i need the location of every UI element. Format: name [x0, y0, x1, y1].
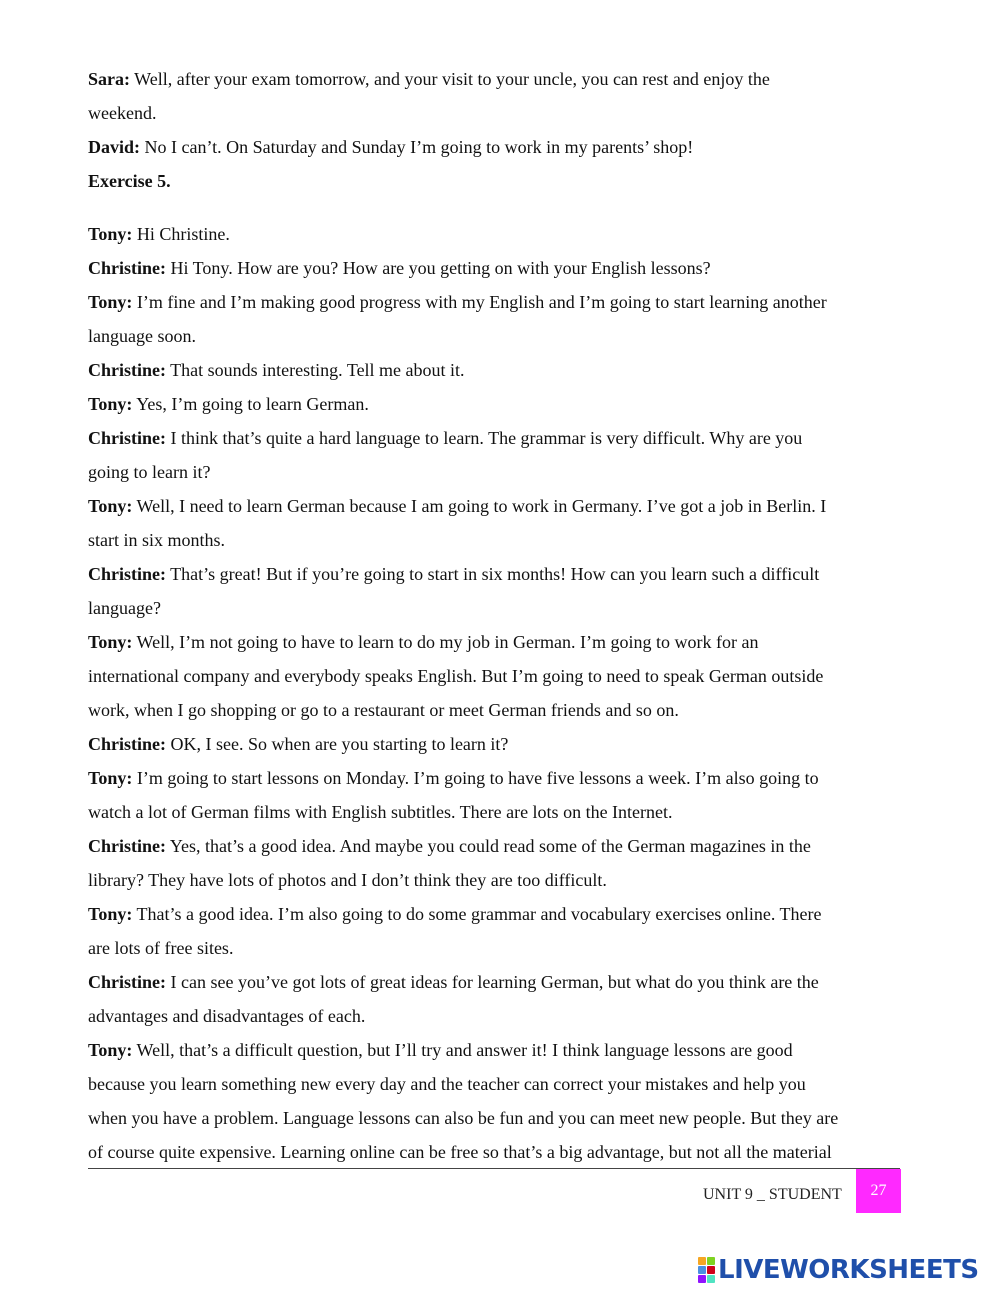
page-number-badge [856, 1169, 901, 1213]
logo-tile [707, 1275, 715, 1283]
dialogue-text-segment: library? They have lots of photos and I don’t think they are too difficult. [88, 870, 607, 890]
dialogue-text-segment: Hi Christine. [132, 224, 230, 244]
logo-tile [698, 1266, 706, 1274]
dialogue-line [88, 557, 908, 591]
dialogue-text-segment: Yes, that’s a good idea. And maybe you could read some of the German magazines in the [166, 836, 811, 856]
dialogue-text-segment: That’s great! But if you’re going to start in six months! How can you learn such a difficult [166, 564, 820, 584]
dialogue-text-segment: I think that’s quite a hard language to learn. The grammar is very difficult. Why are you [166, 428, 803, 448]
dialogue-line [88, 285, 908, 319]
dialogue-line [88, 421, 908, 455]
dialogue-line [88, 693, 908, 727]
speaker-name: Tony: [88, 292, 133, 312]
dialogue-text-segment: Well, after your exam tomorrow, and your visit to your uncle, you can rest and enjoy the [130, 69, 770, 89]
dialogue-line [88, 455, 908, 489]
dialogue-text-segment: No I can’t. On Saturday and Sunday I’m going to work in my parents’ shop! [140, 137, 694, 157]
speaker-name: Tony: [88, 904, 133, 924]
dialogue-line [88, 625, 908, 659]
dialogue-line [88, 999, 908, 1033]
dialogue-text-segment: language soon. [88, 326, 196, 346]
speaker-name: Tony: [88, 224, 133, 244]
speaker-name: Christine: [88, 836, 166, 856]
dialogue-line [88, 829, 908, 863]
dialogue-text-segment: because you learn something new every day and the teacher can correct your mistakes and help you [88, 1074, 806, 1094]
dialogue-text-segment: when you have a problem. Language lessons can also be fun and you can meet new people. But they are [88, 1108, 839, 1128]
dialogue-text-segment: watch a lot of German films with English subtitles. There are lots on the Internet. [88, 802, 673, 822]
dialogue-text [88, 62, 908, 1169]
dialogue-text-segment: of course quite expensive. Learning online can be free so that’s a big advantage, but not all the material [88, 1142, 832, 1162]
dialogue-text-segment: Well, I need to learn German because I am going to work in Germany. I’ve got a job in Berlin. I [132, 496, 827, 516]
speaker-name: Christine: [88, 564, 166, 584]
dialogue-text-segment: That sounds interesting. Tell me about it. [166, 360, 465, 380]
liveworksheets-icon [698, 1257, 715, 1283]
speaker-name: Christine: [88, 734, 166, 754]
speaker-name: Christine: [88, 258, 166, 278]
dialogue-text-segment: Well, that’s a difficult question, but I’ll try and answer it! I think language lessons are good [132, 1040, 793, 1060]
dialogue-line [88, 251, 908, 285]
dialogue-text-segment: OK, I see. So when are you starting to learn it? [166, 734, 509, 754]
dialogue-line [88, 931, 908, 965]
liveworksheets-logo [698, 1253, 979, 1287]
dialogue-text-segment: Well, I’m not going to have to learn to do my job in German. I’m going to work for an [132, 632, 759, 652]
dialogue-line [88, 591, 908, 625]
dialogue-line [88, 96, 908, 130]
logo-tile [707, 1257, 715, 1265]
logo-tile [698, 1275, 706, 1283]
dialogue-line [88, 761, 908, 795]
dialogue-text-segment: I’m going to start lessons on Monday. I’m going to have five lessons a week. I’m also going to [132, 768, 819, 788]
dialogue-line [88, 659, 908, 693]
dialogue-line [88, 319, 908, 353]
speaker-name: Tony: [88, 1040, 133, 1060]
footer-divider [88, 1168, 900, 1169]
dialogue-text-segment: are lots of free sites. [88, 938, 234, 958]
dialogue-line [88, 863, 908, 897]
dialogue-line [88, 489, 908, 523]
speaker-name: Tony: [88, 496, 133, 516]
dialogue-line [88, 62, 908, 96]
dialogue-text-segment: Yes, I’m going to learn German. [132, 394, 369, 414]
speaker-name: Christine: [88, 972, 166, 992]
dialogue-line [88, 1033, 908, 1067]
speaker-name: Sara: [88, 69, 130, 89]
dialogue-text-segment: advantages and disadvantages of each. [88, 1006, 366, 1026]
dialogue-line [88, 1135, 908, 1169]
brand-name: LIVEWORKSHEETS [718, 1255, 979, 1285]
dialogue-line [88, 897, 908, 931]
dialogue-line [88, 1101, 908, 1135]
dialogue-line [88, 965, 908, 999]
speaker-name: David: [88, 137, 141, 157]
dialogue-text-segment: international company and everybody speaks English. But I’m going to need to speak German outside [88, 666, 824, 686]
dialogue-line [88, 795, 908, 829]
dialogue-text-segment: work, when I go shopping or go to a restaurant or meet German friends and so on. [88, 700, 679, 720]
dialogue-line [88, 130, 908, 164]
speaker-name: Tony: [88, 768, 133, 788]
logo-tile [698, 1257, 706, 1265]
dialogue-text-segment: language? [88, 598, 161, 618]
dialogue-line [88, 353, 908, 387]
speaker-name: Christine: [88, 428, 166, 448]
dialogue-text-segment: Hi Tony. How are you? How are you getting on with your English lessons? [166, 258, 711, 278]
dialogue-text-segment: I can see you’ve got lots of great ideas for learning German, but what do you think are the [166, 972, 819, 992]
paragraph-gap [88, 198, 908, 217]
dialogue-line [88, 387, 908, 421]
dialogue-text-segment: That’s a good idea. I’m also going to do some grammar and vocabulary exercises online. There [132, 904, 822, 924]
exercise-heading: Exercise 5. [88, 171, 171, 191]
dialogue-line [88, 727, 908, 761]
dialogue-line [88, 1067, 908, 1101]
dialogue-text-segment: start in six months. [88, 530, 226, 550]
logo-tile [707, 1266, 715, 1274]
speaker-name: Tony: [88, 394, 133, 414]
dialogue-text-segment: going to learn it? [88, 462, 211, 482]
footer-unit-label: UNIT 9 _ STUDENT [703, 1186, 842, 1203]
dialogue-line [88, 164, 908, 198]
page-number: 27 [870, 1182, 887, 1199]
dialogue-line [88, 523, 908, 557]
dialogue-text-segment: weekend. [88, 103, 157, 123]
speaker-name: Tony: [88, 632, 133, 652]
dialogue-text-segment: I’m fine and I’m making good progress with my English and I’m going to start learning another [132, 292, 827, 312]
dialogue-line [88, 217, 908, 251]
speaker-name: Christine: [88, 360, 166, 380]
